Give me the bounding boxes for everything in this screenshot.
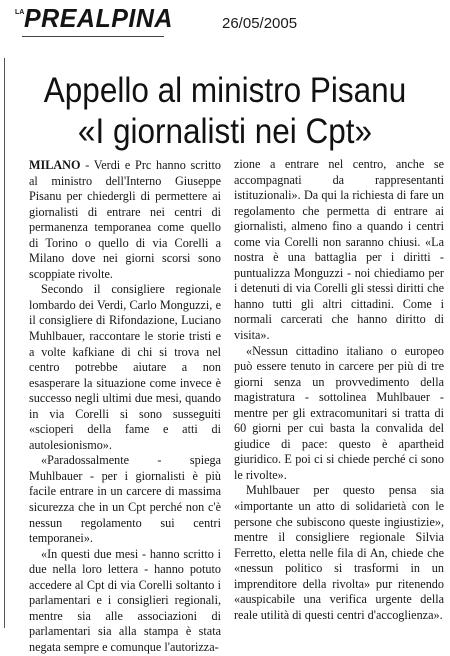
article-column-2	[234, 157, 444, 623]
headline-line-1: Appello al ministro Pisanu	[43, 71, 407, 110]
article-paragraph: «Paradossalmente - spiega Muhlbauer - per i giornalisti è più facile entrare in un carcere di massima sicurezza che in un Cpt perché non c'è nessun regolamento sui centri temporanei».	[29, 453, 221, 546]
paragraph-text: - Verdi e Prc hanno scritto al ministro dell'Interno Giuseppe Pisanu per chiedergli di permettere ai giornalisti di entrare nei centri di permanenza temporanea come quello di Torino o quello di via Corelli a Milano dove nei giorni scorsi sono scoppiate rivolte.	[29, 158, 221, 281]
article-paragraph: «In questi due mesi - hanno scritto i due nella loro lettera - hanno potuto accedere al Cpt di via Corelli soltanto i parlamentari e i consiglieri regionali, mentre sia alle associazioni di parlamentari sia alla stampa è stata negata sempre e comunque l'autorizza-	[29, 546, 221, 654]
headline-line-2: «I giornalisti nei Cpt»	[77, 112, 373, 151]
masthead-underline	[22, 36, 164, 37]
article-paragraph: Muhlbauer per questo pensa sia «importante un atto di solidarietà con le persone che subiscono queste ingiustizie», mentre il consigliere regionale Silvia Ferretto, eletta nelle fila di An, chiede che «nessun politico si trasformi in un imprenditore della rivolta» pur ritenendo «auspicabile una verifica urgente della reale utilità di questi centri d'accoglienza».	[234, 483, 444, 622]
left-margin-line	[4, 58, 5, 628]
dateline: MILANO	[29, 158, 81, 172]
article-paragraph: Secondo il consigliere regionale lombardo dei Verdi, Carlo Monguzzi, e il consigliere di Rifondazione, Luciano Muhlbauer, raccontare le storie tristi e a volte kafkiane di chi si trova nel centro potrebbe aiutare a non esasperare la situazione come invece è successo negli ultimi due mesi, quando in via Corelli si sono susseguiti «scioperi della fame e atti di autolesionismo».	[29, 282, 221, 452]
masthead	[14, 2, 344, 38]
masthead-prefix: LA	[15, 9, 25, 16]
publication-date: 26/05/2005	[222, 15, 298, 32]
article-column-1	[29, 158, 221, 656]
article-paragraph: «Nessun cittadino italiano o europeo può essere tenuto in carcere per più di tre giorni senza un provvedimento della magistratura - sottolinea Muhlbauer - mentre per gli extracomunitari si tratta di 60 giorni per cui basta la convalida del giudice di pace: questo è apartheid giuridico. E poi ci si chiede perché ci sono le rivolte».	[234, 343, 444, 482]
article-paragraph	[29, 158, 221, 282]
article-paragraph: zione a entrare nel centro, anche se accompagnati da rappresentanti istituzionali». Da qui la richiesta di fare un regolamento che permetta di entrare ai giornalisti, almeno fino a quando i centri come via Corelli non saranno chiusi. «La nostra è una battaglia per i diritti - puntualizza Monguzzi - noi chiediamo per i detenuti di via Corelli gli stessi diritti che hanno tutti gli altri cittadini. Come i normali carcerati che hanno diritto di visita».	[234, 157, 444, 343]
newspaper-name: PREALPINA	[24, 4, 173, 34]
